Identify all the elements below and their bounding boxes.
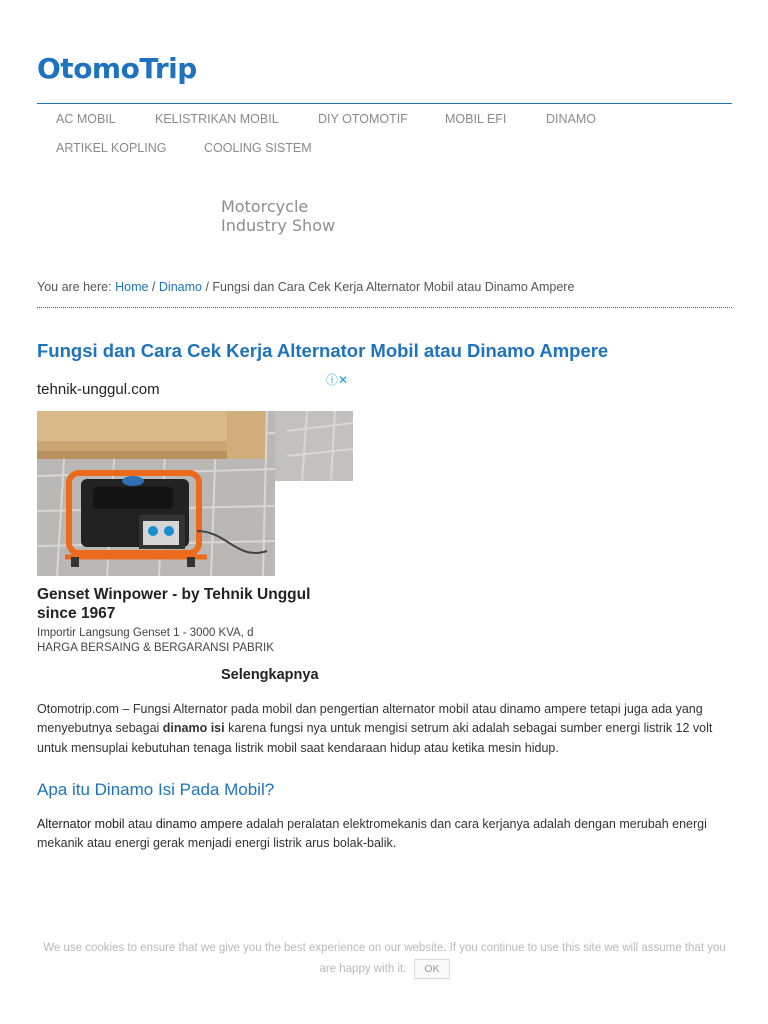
site-logo[interactable]: OtomoTrip [37,52,197,85]
generator-illustration [37,411,353,576]
promo-banner[interactable] [221,197,336,235]
ad-description [37,626,275,656]
ad-description-line-1: Importir Langsung Genset 1 - 3000 KVA, d [37,627,254,639]
ad-domain[interactable]: tehnik-unggul.com [37,381,160,398]
breadcrumb-prefix: You are here: [37,280,112,294]
nav-item-dinamo[interactable]: DINAMO [546,112,596,126]
header-divider [37,103,732,104]
ad-choices-icon[interactable]: ⓘ✕ [326,373,349,387]
term-dinamo-ampere: dinamo ampere [155,817,243,831]
p2-connector: atau [124,817,156,831]
page-title: Fungsi dan Cara Cek Kerja Alternator Mobil atau Dinamo Ampere [37,340,609,361]
breadcrumb-divider [37,307,732,308]
article-intro-paragraph [37,700,732,758]
nav-item-ac-mobil[interactable]: AC MOBIL [56,112,116,126]
breadcrumb-home-link[interactable]: Home [115,280,149,294]
breadcrumb-separator: / [151,280,156,294]
nav-item-kelistrikan-mobil[interactable]: KELISTRIKAN MOBIL [155,112,279,126]
cookie-text: We use cookies to ensure that we give you the best experience on our website. If you continue to use this site we will assume that you are happy with it. [43,942,726,976]
cookie-ok-button[interactable]: OK [414,959,449,979]
promo-line-2: Industry Show [221,216,336,235]
breadcrumb [37,280,574,294]
ad-headline-line-2: since 1967 [37,605,116,622]
nav-item-mobil-efi[interactable]: MOBIL EFI [445,112,507,126]
section-heading: Apa itu Dinamo Isi Pada Mobil? [37,780,275,799]
nav-item-diy-otomotif[interactable]: DIY OTOMOTIF [318,112,408,126]
ad-cta-button[interactable]: Selengkapnya [221,667,319,683]
promo-line-1: Motorcycle [221,197,309,216]
breadcrumb-current: Fungsi dan Cara Cek Kerja Alternator Mobil atau Dinamo Ampere [212,280,575,294]
breadcrumb-category-link[interactable]: Dinamo [158,280,202,294]
ad-headline-line-1: Genset Winpower - by Tehnik Unggul [37,586,311,603]
nav-item-artikel-kopling[interactable]: ARTIKEL KOPLING [56,141,167,155]
intro-text: – Fungsi Alternator pada mobil dan pengertian alternator mobil atau dinamo ampere tetapi juga ada yang menyebutnya sebagai [37,702,703,736]
intro-bold-term: dinamo isi [162,721,225,736]
ad-headline[interactable] [37,585,311,623]
intro-site-name: Otomotrip.com [37,702,119,716]
nav-item-cooling-sistem[interactable]: COOLING SISTEM [204,141,312,155]
p2-text: adalah peralatan elektromekanis dan cara kerjanya adalah dengan merubah energi mekanik atau energi gerak menjadi energi listrik arus bolak-balik. [37,817,707,851]
breadcrumb-separator: / [205,280,209,294]
intro-text-end: karena fungsi nya untuk mengisi setrum aki adalah sebagai sumber energi listrik 12 volt untuk mensuplai kebutuhan tenaga listrik mobil saat kendaraan hidup atau ketika mesin hidup. [37,721,713,755]
cookie-notice [37,938,732,980]
article-paragraph-2 [37,815,732,854]
ad-generator-image[interactable] [37,411,353,576]
term-alternator-mobil: Alternator mobil [37,817,125,831]
ad-description-line-2: HARGA BERSAING & BERGARANSI PABRIK [37,642,274,654]
